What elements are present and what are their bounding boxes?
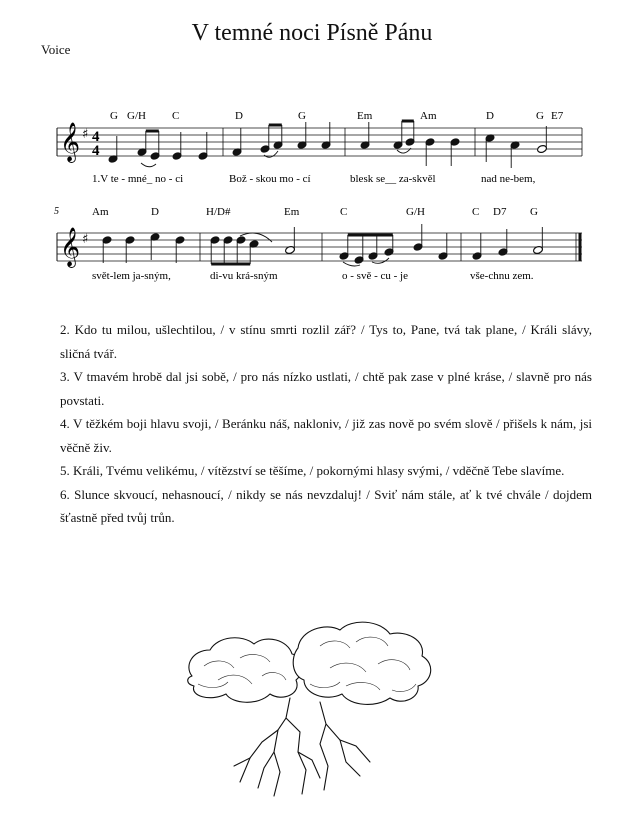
key-signature-sharp: ♯	[82, 232, 89, 247]
chord: E7	[551, 110, 564, 122]
svg-text:4: 4	[92, 143, 100, 159]
chord: Am	[420, 110, 437, 122]
lyrics-2	[92, 270, 534, 282]
chord: C	[472, 206, 480, 218]
chord: Em	[357, 110, 373, 122]
time-signature	[92, 129, 100, 159]
lyric-line: di-vu krá-sným	[210, 270, 278, 282]
storm-clouds-illustration	[170, 606, 450, 801]
lyric-line: 1.V te - mné_ no - ci	[92, 173, 184, 185]
chord: G	[110, 110, 118, 122]
key-signature-sharp: ♯	[82, 127, 89, 142]
lyric-line: nad ne-bem,	[481, 173, 536, 185]
treble-clef-icon: 𝄞	[60, 227, 81, 267]
chord: G	[536, 110, 544, 122]
song-title: V temné noci Písně Pánu	[191, 20, 433, 46]
lyric-line: blesk se__ za-skvěl	[350, 173, 436, 185]
lyrics-1	[92, 173, 536, 185]
chord: G	[530, 206, 538, 218]
verse: 6. Slunce skvoucí, nehasnoucí, / nikdy se nás nevzdaluj! / Sviť nám stále, ať k tvé chvále / dojdem šťastně před tvůj trůn.	[60, 486, 592, 525]
staff-system-1	[57, 128, 582, 156]
chord: Em	[284, 206, 300, 218]
treble-clef-icon: 𝄞	[60, 122, 81, 162]
chord: H/D#	[206, 206, 231, 218]
lightning-icon	[234, 698, 370, 796]
chord: D7	[493, 206, 507, 218]
chord-symbols-2	[92, 206, 538, 218]
staff-system-2	[57, 233, 582, 261]
chord: C	[340, 206, 348, 218]
cloud-right-icon	[293, 622, 431, 704]
chord: G	[298, 110, 306, 122]
lyric-line: svět-lem ja-sným,	[92, 270, 171, 282]
lyric-line: o - svě - cu - je	[342, 270, 408, 282]
verse: 4. V těžkém boji hlavu svoji, / Beránku náš, nakloniv, / již zas nově po svém slově / přišels k nám, jsi věčně živ.	[60, 416, 592, 455]
notes-system-2	[102, 224, 543, 264]
lyric-line: vše-chnu zem.	[470, 270, 534, 282]
chord: Am	[92, 206, 109, 218]
chord: D	[235, 110, 243, 122]
chord: G/H	[127, 110, 146, 122]
sheet-music	[0, 0, 624, 300]
chord-symbols-1	[110, 110, 564, 122]
instrument-label: Voice	[41, 42, 71, 57]
measure-number: 5	[54, 206, 59, 217]
verses-block	[60, 318, 592, 530]
chord: D	[151, 206, 159, 218]
verse: 2. Kdo tu milou, ušlechtilou, / v stínu smrti rozlil zář? / Tys to, Pane, tvá tak plane, / Králi slávy, sličná tvář.	[60, 322, 592, 361]
chord: C	[172, 110, 180, 122]
verse: 5. Králi, Tvému velikému, / vítězství se těšíme, / pokornými hlasy svými, / vděčně Tebe slavíme.	[60, 463, 565, 478]
svg-text:4: 4	[92, 129, 100, 145]
lyric-line: Bož - skou mo - cí	[229, 173, 311, 185]
cloud-left-icon	[188, 638, 303, 703]
verse: 3. V tmavém hrobě dal jsi sobě, / pro nás nízko ustlati, / chtě pak zase v plné kráse, / slavně pro nás povstati.	[60, 369, 592, 408]
slurs-system-1	[141, 148, 411, 167]
chord: D	[486, 110, 494, 122]
chord: G/H	[406, 206, 425, 218]
